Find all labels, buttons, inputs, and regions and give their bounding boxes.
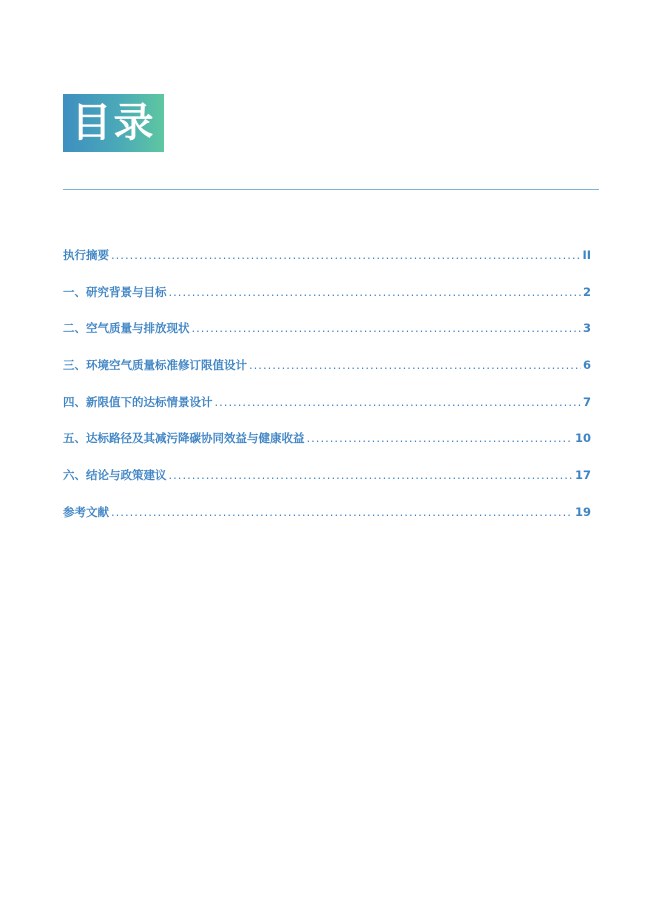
toc-entry-label: 执行摘要 xyxy=(63,248,109,262)
toc-entry[interactable] xyxy=(63,320,591,357)
toc-entry-page: 10 xyxy=(574,431,591,446)
toc-entry[interactable] xyxy=(63,247,591,284)
toc-entry[interactable] xyxy=(63,394,591,431)
title-divider xyxy=(63,189,599,190)
toc-entry-page: 3 xyxy=(582,321,591,336)
toc-leader-dots xyxy=(192,321,581,335)
toc-leader-dots xyxy=(169,468,573,482)
toc-leader-dots xyxy=(111,248,580,262)
toc-entry-label: 六、结论与政策建议 xyxy=(63,468,167,483)
toc-entry-page: 6 xyxy=(582,358,591,373)
toc-entry-label: 五、达标路径及其减污降碳协同效益与健康收益 xyxy=(63,431,305,446)
toc-leader-dots xyxy=(111,505,573,519)
toc-entry[interactable] xyxy=(63,357,591,394)
toc-leader-dots xyxy=(307,431,573,445)
toc-entry-page: 7 xyxy=(582,394,591,409)
toc-entry-page: 2 xyxy=(582,284,591,299)
toc-title-banner xyxy=(63,94,164,152)
toc-leader-dots xyxy=(169,285,581,299)
toc-entry[interactable] xyxy=(63,504,591,541)
toc-entry-label: 参考文献 xyxy=(63,504,109,519)
page-title: 目录 xyxy=(71,99,156,146)
toc-leader-dots xyxy=(215,395,581,409)
toc-entry[interactable] xyxy=(63,430,591,467)
toc-entry-label: 一、研究背景与目标 xyxy=(63,284,167,299)
toc-entry[interactable] xyxy=(63,467,591,504)
toc-entry-page: 19 xyxy=(574,504,591,519)
toc-entry-page: 17 xyxy=(574,468,591,483)
toc-entry-page: II xyxy=(582,248,591,262)
toc-entry[interactable] xyxy=(63,284,591,321)
toc-entry-label: 四、新限值下的达标情景设计 xyxy=(63,394,213,409)
table-of-contents xyxy=(63,247,591,541)
toc-leader-dots xyxy=(249,358,581,372)
toc-entry-label: 二、空气质量与排放现状 xyxy=(63,321,190,336)
toc-entry-label: 三、环境空气质量标准修订限值设计 xyxy=(63,358,247,373)
